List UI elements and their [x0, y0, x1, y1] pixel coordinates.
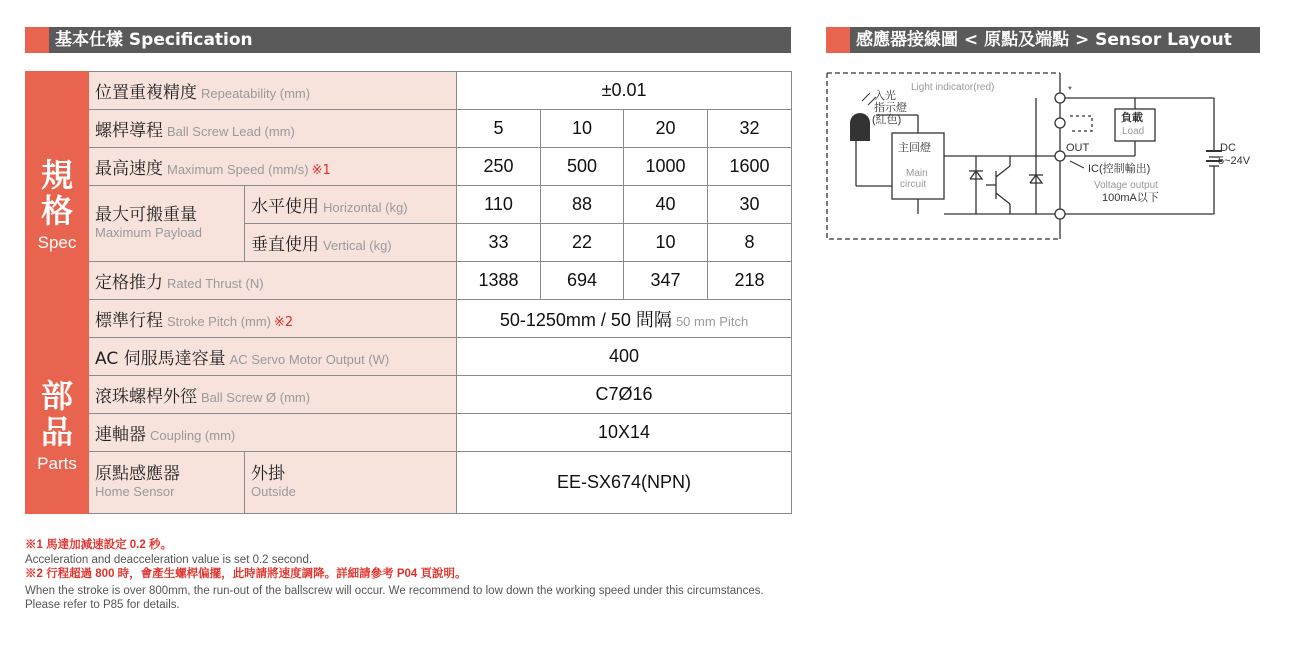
speed-value: 1600	[708, 148, 792, 186]
note-1-zh: ※1 馬達加減速設定 0.2 秒。	[25, 539, 172, 551]
note-2-en: When the stroke is over 800mm, the run-out of the ballscrew will occur. We recommend to low down the working speed under this circumstances. Please refer to P85 for details.	[25, 585, 764, 611]
coupling-value: 10X14	[457, 414, 792, 452]
svg-text:Voltage output: Voltage output	[1094, 180, 1158, 191]
payload-label: 最大可搬重量 Maximum Payload	[89, 186, 245, 262]
svg-text:DC: DC	[1220, 142, 1236, 154]
c-terminal-icon	[1055, 118, 1065, 128]
speed-value: 1000	[624, 148, 708, 186]
light-indicator-text: Light indicator(red)	[911, 82, 995, 93]
repeatability-label: 位置重複精度 Repeatability (mm)	[89, 72, 457, 110]
table-row	[26, 148, 792, 186]
sensor-wiring-diagram	[826, 71, 1266, 241]
svg-text:(紅色): (紅色)	[872, 114, 902, 126]
table-row	[26, 186, 792, 224]
sensor-mount-label: 外掛 Outside	[245, 452, 457, 514]
horizontal-value: 30	[708, 186, 792, 224]
vertical-label: 垂直使用 Vertical (kg)	[245, 224, 457, 262]
table-row	[26, 72, 792, 110]
horizontal-value: 88	[541, 186, 624, 224]
table-row	[26, 300, 792, 338]
stroke-label: 標準行程 Stroke Pitch (mm) ※2	[89, 300, 457, 338]
note-1-en: Acceleration and deacceleration value is set 0.2 second.	[25, 554, 313, 566]
spec-header-title: 基本仕樣 Specification	[55, 30, 253, 50]
lead-value: 32	[708, 110, 792, 148]
table-row	[26, 452, 792, 514]
header-accent	[826, 27, 850, 53]
svg-text:OUT: OUT	[1066, 142, 1090, 154]
motor-value: 400	[457, 338, 792, 376]
screw-dia-label: 滾珠螺桿外徑 Ball Screw Ø (mm)	[89, 376, 457, 414]
lead-value: 10	[541, 110, 624, 148]
lead-value: 5	[457, 110, 541, 148]
horizontal-value: 40	[624, 186, 708, 224]
minus-terminal-icon	[1055, 209, 1065, 219]
thrust-value: 1388	[457, 262, 541, 300]
speed-label: 最高速度 Maximum Speed (mm/s) ※1	[89, 148, 457, 186]
horizontal-value: 110	[457, 186, 541, 224]
svg-text:主回燈: 主回燈	[898, 142, 931, 154]
thrust-value: 694	[541, 262, 624, 300]
svg-text:IC(控制輸出): IC(控制輸出)	[1088, 163, 1151, 175]
table-row	[26, 338, 792, 376]
plus-terminal-icon	[1055, 93, 1065, 103]
vertical-value: 33	[457, 224, 541, 262]
svg-text:5~24V: 5~24V	[1218, 155, 1251, 167]
svg-text:Load: Load	[1122, 126, 1145, 137]
spec-header	[25, 27, 791, 53]
spec-table	[25, 71, 792, 514]
svg-text:Main: Main	[906, 168, 928, 179]
repeatability-value: ±0.01	[457, 72, 792, 110]
svg-text:入光: 入光	[874, 90, 896, 102]
table-row	[26, 262, 792, 300]
table-row	[26, 110, 792, 148]
note-2-zh: ※2 行程超過 800 時，會產生螺桿偏擺，此時請將速度調降。詳細請參考 P04 頁說明。	[25, 568, 467, 580]
header-accent	[25, 27, 49, 53]
led-icon	[850, 113, 870, 141]
home-sensor-value: EE-SX674(NPN)	[457, 452, 792, 514]
motor-label: AC 伺服馬達容量 AC Servo Motor Output (W)	[89, 338, 457, 376]
parts-section-label: 部 品 Parts	[26, 338, 89, 514]
vertical-value: 10	[624, 224, 708, 262]
horizontal-label: 水平使用 Horizontal (kg)	[245, 186, 457, 224]
screw-dia-value: C7Ø16	[457, 376, 792, 414]
out-terminal-icon	[1055, 151, 1065, 161]
svg-text:*: *	[1068, 85, 1072, 96]
stroke-value: 50-1250mm / 50 間隔 50 mm Pitch	[457, 300, 792, 338]
speed-value: 500	[541, 148, 624, 186]
thrust-value: 347	[624, 262, 708, 300]
sensor-header-title: 感應器接線圖 < 原點及端點 > Sensor Layout	[856, 30, 1232, 50]
lead-value: 20	[624, 110, 708, 148]
coupling-label: 連軸器 Coupling (mm)	[89, 414, 457, 452]
vertical-value: 22	[541, 224, 624, 262]
footnotes	[25, 538, 795, 612]
table-row	[26, 414, 792, 452]
svg-text:負載: 負載	[1121, 112, 1143, 124]
table-row	[26, 376, 792, 414]
lead-label: 螺桿導程 Ball Screw Lead (mm)	[89, 110, 457, 148]
vertical-value: 8	[708, 224, 792, 262]
svg-text:100mA以下: 100mA以下	[1102, 192, 1159, 204]
sensor-header	[826, 27, 1260, 53]
spec-section-label: 規 格 Spec	[26, 72, 89, 338]
svg-text:指示燈: 指示燈	[874, 102, 907, 114]
thrust-label: 定格推力 Rated Thrust (N)	[89, 262, 457, 300]
home-sensor-label: 原點感應器 Home Sensor	[89, 452, 245, 514]
thrust-value: 218	[708, 262, 792, 300]
speed-value: 250	[457, 148, 541, 186]
svg-text:circuit: circuit	[900, 179, 927, 190]
